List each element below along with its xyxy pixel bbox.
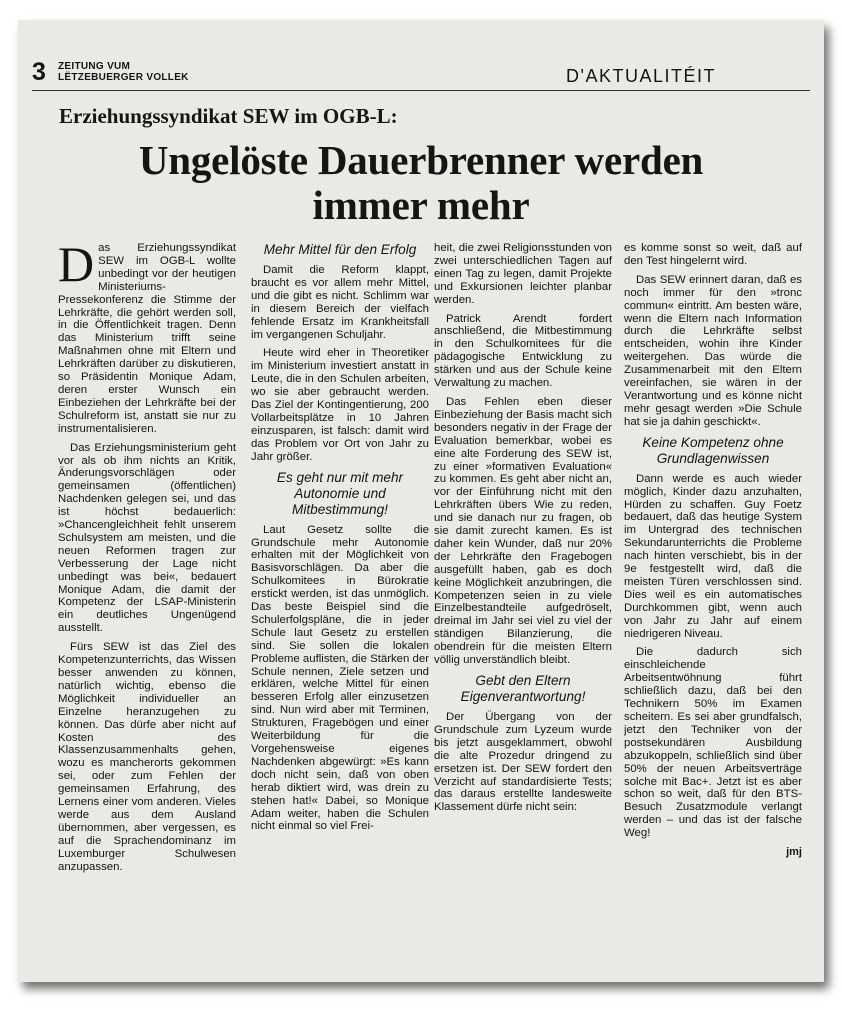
paragraph: Das Erziehungsministerium geht vor als ob ihm nichts an Kritik, Änderungsvorschlägen oder gemeinsamen (öffentlichen) Nachdenken gelegen sei, und das ist höchst bedauerlich: »Chancengleichheit fehlt unserem Schulsystem am meisten, und die neuen Reformen tragen zur Verbesserung der Lage nicht unbedingt was bei«, bedauert Monique Adam, die damit der Kompetenz der LSAP-Ministerin ein deutliches Ungenügend ausstellt. — [58, 441, 236, 635]
paper-name-line2: LËTZEBUERGER VOLLEK — [58, 72, 189, 83]
dropcap: D — [58, 242, 95, 292]
section-title: D'AKTUALITÉIT — [566, 66, 716, 86]
paper-name-line1: ZEITUNG VUM — [58, 61, 131, 72]
paragraph: heit, die zwei Religionsstunden von zwei unterschiedlichen Tagen auf einen Tag zu legen, damit Projekte und Exkursionen leichter planbar werden. — [434, 242, 612, 306]
subheading: Gebt den Eltern Eigenverantwortung! — [460, 673, 586, 704]
paragraph: Das Erziehungssyndikat SEW im OGB-L wollte unbedingt vor der heutigen Ministeriums-Pressekonferenz die Stimme der Lehrkräfte, die gehört werden soll, in die Öffentlichkeit tragen. Denn das Ministerium trifft seine Maßnahmen ohne mit Eltern und Lehrkräften darüber zu diskutieren, so Präsidentin Monique Adam, deren erster Wunsch ein Einbeziehen der Lehrkräfte bei der Schulreform ist, anstatt sie nur zu instrumentalisieren. — [58, 242, 236, 435]
column-3 — [434, 242, 612, 972]
column-4 — [624, 242, 802, 972]
author-signature: jmj — [786, 846, 802, 859]
headline — [38, 138, 804, 228]
masthead-rule — [32, 90, 810, 91]
column-2 — [251, 242, 429, 972]
paragraph: Laut Gesetz sollte die Grundschule mehr Autonomie erhalten mit der Möglichkeit von Basisvorschlägen. Da aber die Schulkomitees in Bürokratie erstickt werden, ist das unmöglich. Das beste Beispiel sind die Schulerfolgspläne, die in jeder Schule laut Gesetz zu erstellen sind. Sie sollen die lokalen Probleme auflisten, die Stärken der Schule nennen, Ziele setzen und erklären, welche Mittel für einen besseren Erfolg aller einzusetzen sind. Nun wird aber mit Terminen, Strukturen, Fragebögen und einer Weiterbildung für die Vorgehensweise eigenes Nachdenken abgewürgt: »Es kann doch nicht sein, daß von oben herab diktiert wird, was drein zu stehen hat!« Dabei, so Monique Adam weiter, haben die Schulen nicht einmal so viel Frei- — [251, 523, 429, 833]
paragraph: Die dadurch sich einschleichende Arbeitsentwöhnung führt schließlich dazu, daß bei den Technikern 50% im Examen scheitern. Es sei aber grundfalsch, jetzt den Techniker von der postsekundären Ausbildung abzukoppeln, schließlich sind über 50% der neuen Arbeitsverträge solche mit Bac+. Jetzt ist es aber schon so weit, daß für den BTS-Besuch Zusatzmodule verlangt werden – und das ist der falsche Weg! — [624, 646, 802, 840]
kicker: Erziehungssyndikat SEW im OGB-L: — [59, 104, 398, 128]
paragraph: Fürs SEW ist das Ziel des Kompetenzunterrichts, das Wissen besser anwenden zu können, natürlich wichtig, ebenso die Möglichkeit individueller an Einzelne heranzugehen zu können. Das dürfe aber nicht auf Kosten des Klassenzusammenhalts gehen, wozu es mancherorts gekommen sei, oder zum Fehlen der gemeinsamen Erfahrung, des Lernens einer vom anderen. Vieles werde aus dem Ausland übernommen, aber vergessen, es auf die Sprachendominanz im Luxemburger Schulwesen anzupassen. — [58, 641, 236, 873]
paragraph: es komme sonst so weit, daß auf den Test hingelernt wird. — [624, 242, 802, 267]
headline-line2: immer mehr — [312, 182, 530, 228]
paragraph: Damit die Reform klappt, braucht es vor allem mehr Mittel, und die gibt es nicht. Schlimm war in diesem Bereich der vielfach fehlende Ersatz im Krankheitsfall im vergangenen Schuljahr. — [251, 264, 429, 341]
paper-name — [58, 61, 189, 83]
newspaper-page — [18, 20, 824, 982]
masthead — [32, 58, 810, 98]
paragraph: Das Fehlen eben dieser Einbeziehung der Basis macht sich besonders negativ in der Frage der Evaluation bemerkbar, wobei es eine alte Forderung des SEW ist, zu einer »formativen Evaluation« zu kommen. Es geht aber nicht an, vor der Einführung nicht mit den Lehrkräften übers Wie zu reden, und sie danach nur zu fragen, ob sie damit zurecht kamen. Es ist daher kein Wunder, daß nur 20% der Lehrkräfte den Fragebogen ausgefüllt haben, gab es doch keine Möglichkeit anzubringen, die Kompetenzen seien in zu viele Einzelbestandteile aufgedröselt, dreimal im Jahr sei viel zu viel der ständigen Bilanzierung, die obendrein für die meisten Eltern völlig unverständlich bleibt. — [434, 395, 612, 667]
page-number: 3 — [32, 58, 46, 86]
paragraph: Heute wird eher in Theoretiker im Ministerium investiert anstatt in Leute, die in den Schulen arbeiten, wo sie aber gebraucht werden. Das Ziel der Kontingentierung, 200 Vollarbeitsplätze in 10 Jahren einzusparen, ist falsch: damit wird das Problem vor Ort von Jahr zu Jahr größer. — [251, 347, 429, 463]
paragraph: Dann werde es auch wieder möglich, Kinder dazu anzuhalten, Hürden zu schaffen. Guy Foetz bedauert, daß das heutige System im Untergrad des technischen Sekundarunterrichts die Probleme nach hinten verschiebt, bis in der 9e festgestellt wird, daß die meisten Türen verschlossen sind. Dies weil es ein automatisches Durchkommen gibt, wenn auch von Jahr zu Jahr auf einem niedrigeren Niveau. — [624, 472, 802, 640]
paragraph: Der Übergang von der Grundschule zum Lyzeum wurde bis jetzt ausgeklammert, obwohl die alte Prozedur dringend zu ersetzen ist. Der SEW fordert den Verzicht auf standardisierte Tests; das daraus erstellte landesweite Klassement dürfe nicht sein: — [434, 711, 612, 814]
subheading: Keine Kompetenz ohne Grundlagenwissen — [642, 434, 784, 466]
article-body — [18, 242, 824, 972]
paragraph: Das SEW erinnert daran, daß es noch immer für den »tronc commun« eintritt. Am besten wäre, wenn die Eltern nach Information durch die Lehrkräfte selbst entscheiden, wohin ihre Kinder weitergehen. Das würde die Zusammenarbeit mit den Eltern vereinfachen, sie wären in der Verantwortung und es könne nicht mehr gesagt werden »Die Schule hat sie ja dahin geschickt«. — [624, 273, 802, 428]
headline-line1: Ungelöste Dauerbrenner werden — [138, 137, 704, 183]
paragraph: Patrick Arendt fordert anschließend, die Mitbestimmung in den Schulkomitees für die pädagogische Entwicklung zu stärken und aus der Schule keine Verwaltung zu machen. — [434, 312, 612, 390]
subheading: Mehr Mittel für den Erfolg — [263, 242, 417, 257]
subheading: Es geht nur mit mehr Autonomie und Mitbestimmung! — [276, 469, 404, 517]
column-1 — [58, 242, 236, 972]
